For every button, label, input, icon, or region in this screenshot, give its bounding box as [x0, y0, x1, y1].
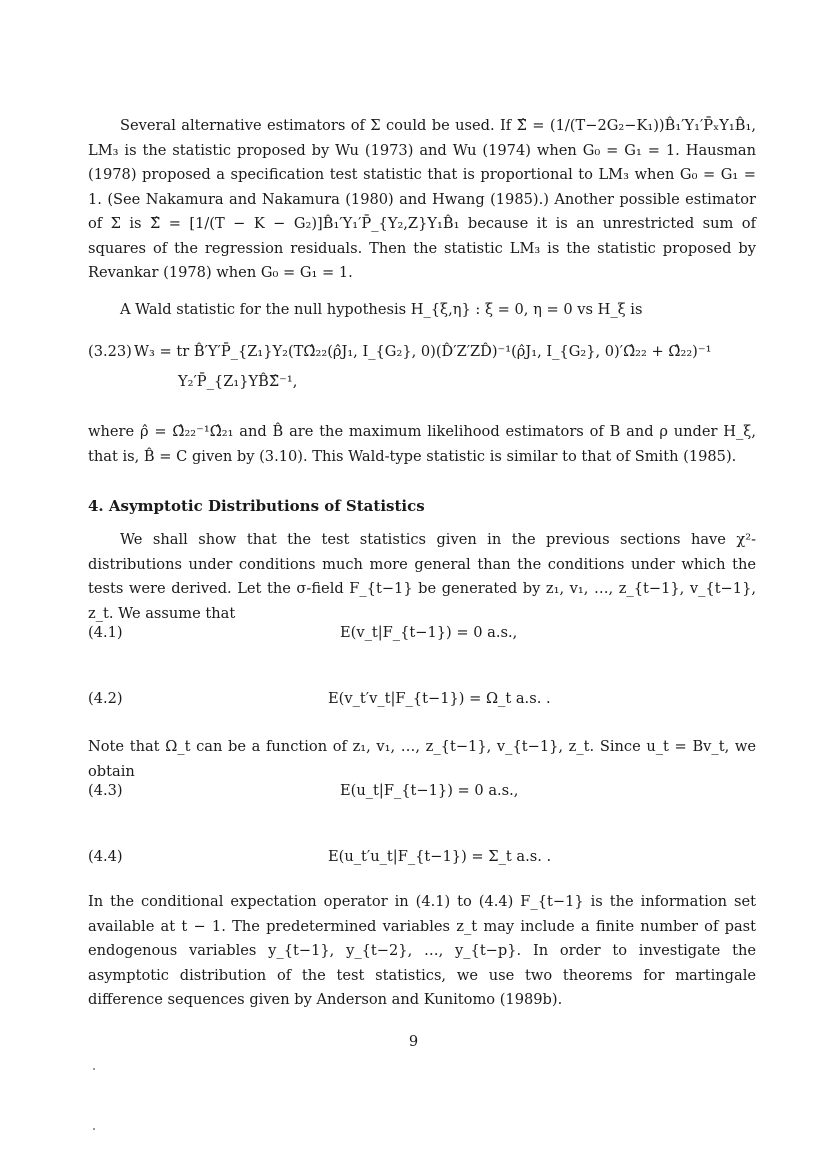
equation-line: Y₂′P̄_{Z₁}YB̂Σ̂⁻¹,: [178, 373, 298, 390]
equation-4-2: [88, 690, 756, 714]
equation-line: W₃ = tr B̂′Y′P̄_{Z₁}Y₂(TΩ̂₂₂(ρ̂J₁, I_{G₂}, 0)(D̂′Z′ZD̂)⁻¹(ρ̂J₁, I_{G₂}, 0)′Ω̂₂₂ + Ω̂₂₂)⁻¹: [134, 343, 712, 360]
equation-body: E(u_t|F_{t−1}) = 0 a.s.,: [340, 782, 519, 799]
equation-4-1: [88, 624, 756, 648]
equation-number: (4.1): [88, 624, 123, 641]
equation-4-3: [88, 782, 756, 806]
paragraph-text: Several alternative estimators of Σ could be used. If Σ̂ = (1/(T−2G₂−K₁))B̂₁′Y₁′P̄ₓY₁B̂₁, LM₃ is the statistic proposed by Wu (1973) and Wu (1974) when G₀ = G₁ = 1. Hausman (1978) proposed a specification test statistic that is proportional to LM₃ when G₀ = G₁ = 1. (See Nakamura and Nakamura (1980) and Hwang (1985).) Another possible estimator of Σ is Σ̂ = [1/(T − K − G₂)]B̂₁′Y₁′P̄_{Y₂,Z}Y₁B̂₁ because it is an unrestricted sum of squares of the regression residuals. Then the statistic LM₃ is the statistic proposed by Revankar (1978) when G₀ = G₁ = 1.: [88, 117, 756, 281]
scan-speck: [93, 1128, 95, 1130]
paragraph-estimators: [88, 114, 756, 286]
equation-number: (4.4): [88, 848, 123, 865]
paragraph-text: In the conditional expectation operator in (4.1) to (4.4) F_{t−1} is the information set available at t − 1. The predetermined variables z_t may include a finite number of past endogenous variables y_{t−1}, y_{t−2}, …, y_{t−p}. In order to investigate the asymptotic distribution of the test statistics, we use two theorems for martingale difference sequences given by Anderson and Kunitomo (1989b).: [88, 893, 756, 1008]
paragraph-text: We shall show that the test statistics given in the previous sections have χ²- distributions under conditions much more general than the conditions under which the tests were derived. Let the σ-field F_{t−1} be generated by z₁, v₁, …, z_{t−1}, v_{t−1}, z_t. We assume that: [88, 531, 756, 622]
equation-number: (4.2): [88, 690, 123, 707]
equation-body: E(u_t′u_t|F_{t−1}) = Σ_t a.s. .: [328, 848, 552, 865]
equation-3-23-continuation: [88, 373, 756, 397]
paragraph-wald-intro: [88, 298, 756, 323]
equation-body: E(v_t|F_{t−1}) = 0 a.s.,: [340, 624, 518, 641]
paragraph-text: where ρ̂ = Ω̂₂₂⁻¹Ω̂₂₁ and B̂ are the maximum likelihood estimators of B and ρ under H_ξ, that is, B̂ = C given by (3.10). This Wald-type statistic is similar to that of Smith (1985).: [88, 423, 756, 465]
paragraph-ml-estimators: [88, 420, 756, 469]
paragraph-assumptions: [88, 528, 756, 626]
scan-speck: [93, 1068, 95, 1070]
paragraph-omega-note: [88, 735, 756, 784]
equation-3-23: [88, 343, 756, 367]
equation-number: (4.3): [88, 782, 123, 799]
paragraph-text: Note that Ω_t can be a function of z₁, v₁, …, z_{t−1}, v_{t−1}, z_t. Since u_t = Bv_t, we obtain: [88, 738, 756, 780]
paragraph-text: A Wald statistic for the null hypothesis H_{ξ,η} : ξ = 0, η = 0 vs H_ξ is: [120, 301, 643, 318]
equation-4-4: [88, 848, 756, 872]
section-heading: 4. Asymptotic Distributions of Statistics: [88, 497, 425, 515]
paragraph-conditional-expectation: [88, 890, 756, 1013]
equation-body: E(v_t′v_t|F_{t−1}) = Ω_t a.s. .: [328, 690, 551, 707]
equation-number: (3.23): [88, 343, 132, 360]
page-number: 9: [408, 1033, 419, 1050]
